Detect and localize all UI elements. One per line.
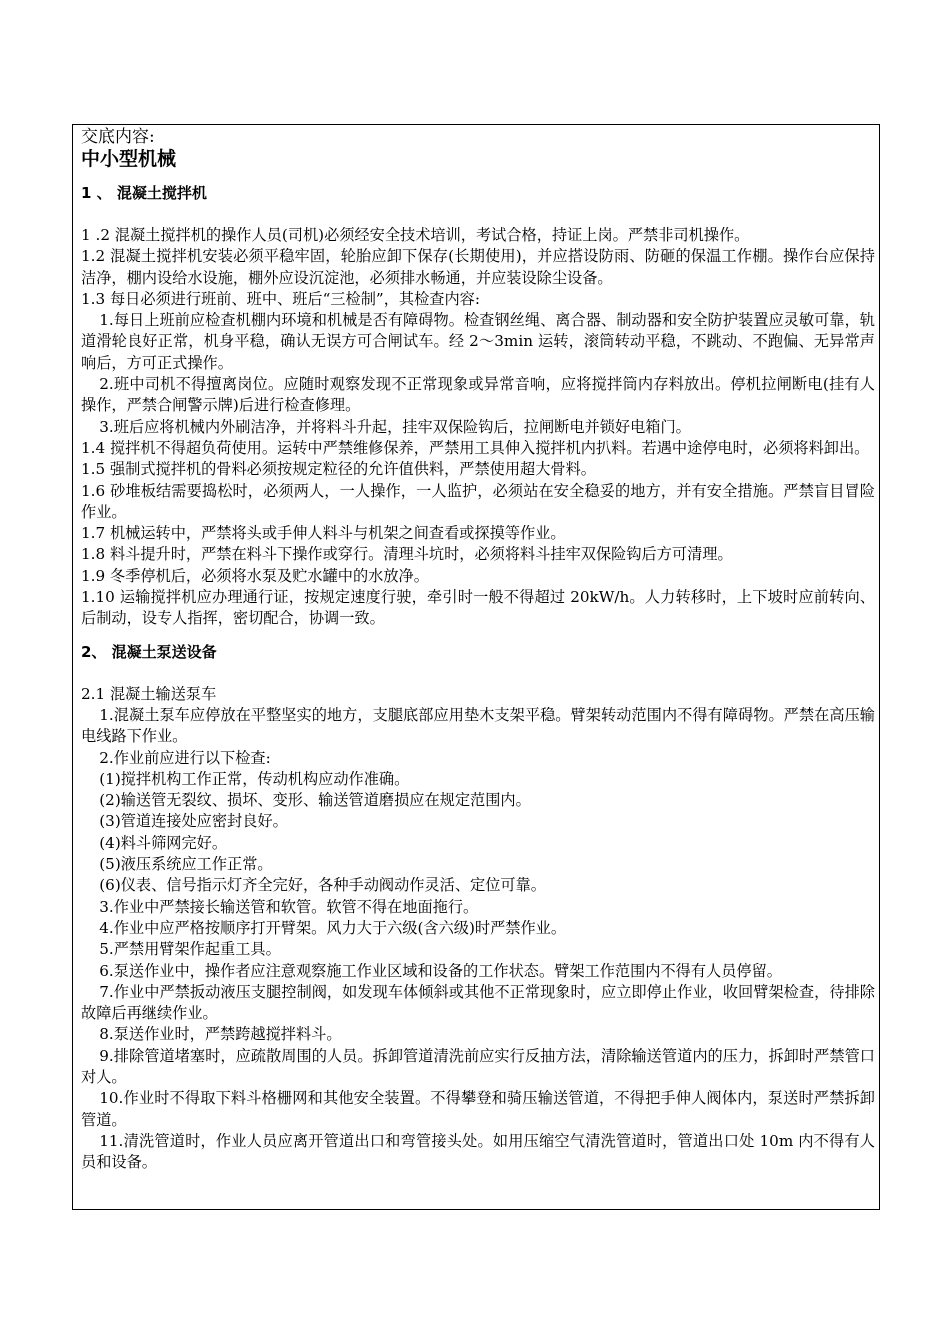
paragraph: 2.1 混凝土输送泵车 (81, 684, 217, 703)
paragraph: 1.每日上班前应检查机棚内环境和机械是否有障碍物。检查钢丝绳、离合器、制动器和安全防护装置应灵敏可靠，轨道滑轮良好正常，机身平稳，确认无误方可合闸试车。经 2～3min 运转，滚筒转动平稳，不跳动、不跑偏、无异常声响后，方可正式操作。 (81, 311, 875, 372)
paragraph: 1 .2 混凝土搅拌机的操作人员(司机)必须经安全技术培训，考试合格，持证上岗。严禁非司机操作。 (81, 226, 750, 244)
paragraph: (1)搅拌机构工作正常，传动机构应动作准确。 (99, 769, 410, 788)
sections-container (81, 183, 875, 1173)
section-heading: 2、 混凝土泵送设备 (81, 642, 217, 661)
paragraph: 1.4 搅拌机不得超负荷使用。运转中严禁维修保养，严禁用工具伸入搅拌机内扒料。若遇中途停电时，必须将料卸出。 (81, 438, 870, 457)
paragraph: 1.6 砂堆板结需要捣松时，必须两人，一人操作，一人监护，必须站在安全稳妥的地方，并有安全措施。严禁盲目冒险作业。 (81, 481, 875, 521)
paragraph: 1.5 强制式搅拌机的骨料必须按规定粒径的允许值供料，严禁使用超大骨料。 (81, 460, 596, 479)
paragraph: (2)输送管无裂纹、损坏、变形、输送管道磨损应在规定范围内。 (99, 791, 531, 810)
paragraph: 9.排除管道堵塞时，应疏散周围的人员。拆卸管道清洗前应实行反抽方法，清除输送管道内的压力，拆卸时严禁管口对人。 (81, 1046, 875, 1086)
paragraph: 7.作业中严禁扳动液压支腿控制阀，如发现车体倾斜或其他不正常现象时，应立即停止作业，收回臂架检查，待排除故障后再继续作业。 (81, 982, 875, 1023)
paragraph: 1.9 冬季停机后，必须将水泵及贮水罐中的水放净。 (81, 566, 429, 585)
paragraph: 1.3 每日必须进行班前、班中、班后“三检制”，其检查内容: (81, 289, 480, 308)
paragraph: 10.作业时不得取下料斗格栅网和其他安全装置。不得攀登和骑压输送管道，不得把手伸人阀体内，泵送时严禁拆卸管道。 (81, 1089, 875, 1129)
paragraph: 3.作业中严禁接长输送管和软管。软管不得在地面拖行。 (99, 897, 479, 916)
paragraph: 1.8 料斗提升时，严禁在料斗下操作或穿行。清理斗坑时，必须将料斗挂牢双保险钩后方可清理。 (81, 545, 733, 564)
section-heading: 1 、 混凝土搅拌机 (81, 184, 207, 202)
paragraph: 3.班后应将机械内外刷洁净，并将料斗升起，挂牢双保险钩后，拉闸断电并锁好电箱门。 (99, 417, 691, 436)
document-title: 中小型机械 (81, 148, 177, 170)
paragraph: 1.7 机械运转中，严禁将头或手伸人料斗与机架之间查看或探摸等作业。 (81, 524, 566, 543)
paragraph: (5)液压系统应工作正常。 (99, 855, 273, 874)
paragraph: 6.泵送作业中，操作者应注意观察施工作业区域和设备的工作状态。臂架工作范围内不得有人员停留。 (99, 961, 782, 980)
content-box (72, 124, 880, 1210)
paragraph: (3)管道连接处应密封良好。 (99, 812, 288, 831)
paragraph: (4)料斗筛网完好。 (99, 833, 228, 852)
paragraph: 1.2 混凝土搅拌机安装必须平稳牢固，轮胎应卸下保存(长期使用)，并应搭设防雨、防砸的保温工作棚。操作台应保持洁净，棚内设给水设施，棚外应设沉淀池，必须排水畅通，并应装设除尘设备。 (81, 247, 875, 287)
paragraph: 5.严禁用臂架作起重工具。 (99, 940, 281, 959)
paragraph: 2.作业前应进行以下检查: (99, 748, 271, 767)
paragraph: 8.泵送作业时，严禁跨越搅拌料斗。 (99, 1025, 342, 1044)
paragraph: (6)仪表、信号指示灯齐全完好，各种手动阀动作灵活、定位可靠。 (99, 876, 546, 895)
paragraph: 4.作业中应严格按顺序打开臂架。风力大于六级(含六级)时严禁作业。 (99, 918, 567, 937)
paragraph: 1.10 运输搅拌机应办理通行证，按规定速度行驶，牵引时一般不得超过 20kW/h。人力转移时，上下坡时应前转向、后制动，设专人指挥，密切配合，协调一致。 (81, 588, 875, 628)
paragraph: 2.班中司机不得擅离岗位。应随时观察发现不正常现象或异常音响，应将搅拌筒内存料放出。停机拉闸断电(挂有人操作，严禁合闸警示牌)后进行检查修理。 (81, 375, 875, 415)
paragraph: 1.混凝土泵车应停放在平整坚实的地方，支腿底部应用垫木支架平稳。臂架转动范围内不得有障碍物。严禁在高压输电线路下作业。 (81, 705, 875, 746)
paragraph: 11.清洗管道时，作业人员应离开管道出口和弯管接头处。如用压缩空气清洗管道时，管道出口处 10m 内不得有人员和设备。 (81, 1131, 875, 1172)
intro-label: 交底内容: (81, 127, 155, 147)
